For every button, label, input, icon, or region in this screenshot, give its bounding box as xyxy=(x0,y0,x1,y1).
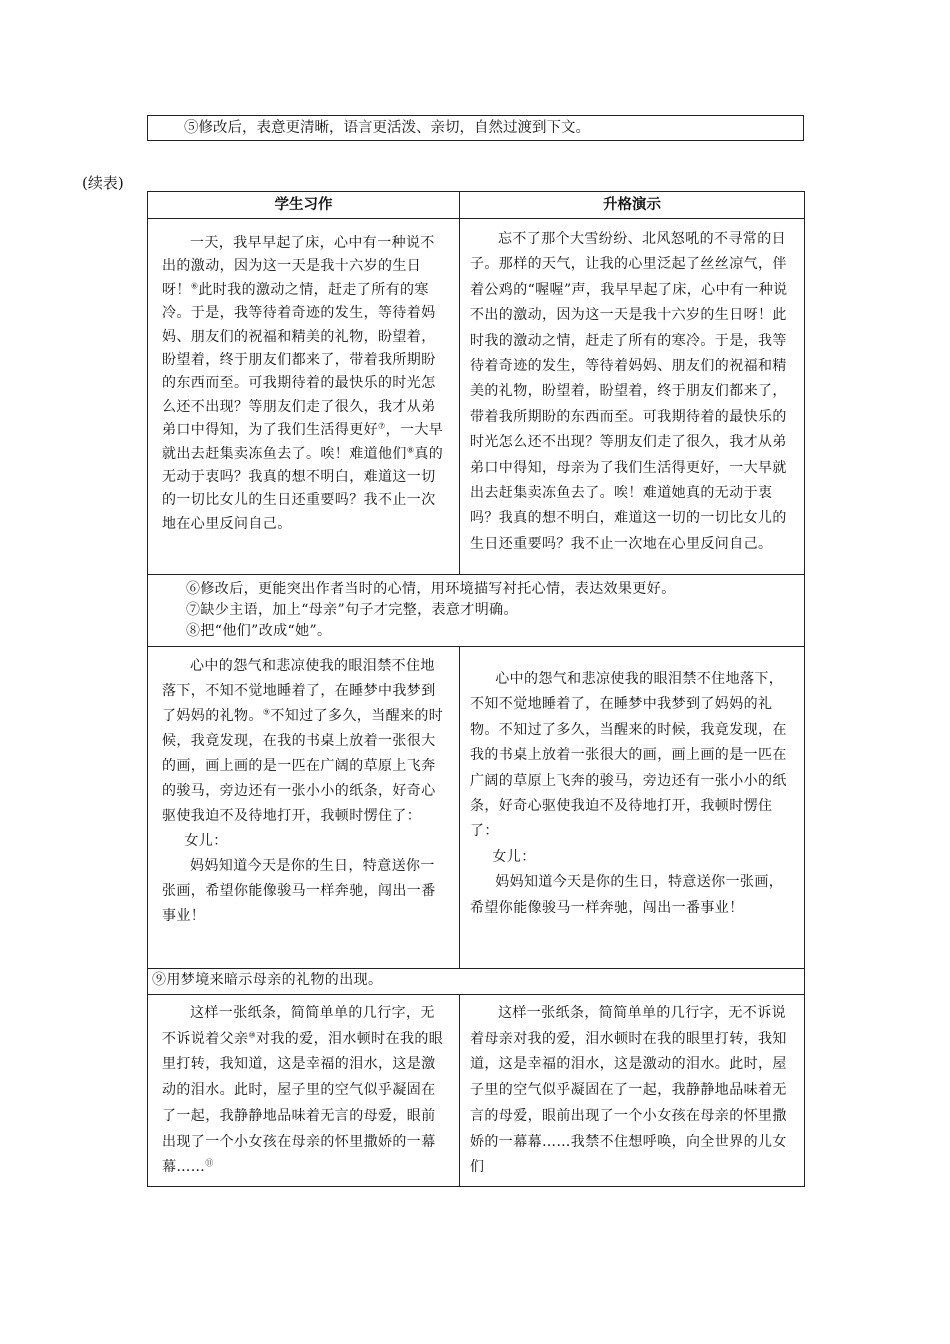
top-note-text: ⑤修改后，表意更清晰，语言更活泼、亲切，自然过渡到下文。 xyxy=(184,120,590,136)
letter-body: 妈妈知道今天是你的生日，特意送你一张画，希望你能像骏马一样奔驰，闯出一番事业！ xyxy=(162,858,436,924)
upgrade-paragraph: 这样一张纸条，简简单单的几行字，无不诉说着母亲对我的爱，泪水顿时在我的眼里打转，我知道，这是幸福的泪水，这是激动的泪水。此时，屋子里的空气似乎凝固在了一起，我静静地品味着无言的母爱，眼前出现了一个小女孩在母亲的怀里撒娇的一幕幕……我禁不住想呼唤，向全世界的儿女们 xyxy=(470,1005,787,1176)
header-student-essay: 学生习作 xyxy=(148,192,460,219)
student-essay-cell xyxy=(148,647,460,969)
footnote-marker: ⑨ xyxy=(262,707,271,717)
footnote-marker: ⑦ xyxy=(378,421,386,431)
header-row xyxy=(148,192,805,219)
letter-salutation: 女儿： xyxy=(184,833,228,849)
letter-salutation: 女儿： xyxy=(492,848,536,865)
table-row xyxy=(148,647,805,969)
header-upgrade-demo: 升格演示 xyxy=(460,192,805,219)
note-row xyxy=(148,969,805,995)
upgrade-paragraph: 心中的怨气和悲凉使我的眼泪禁不住地落下，不知不觉地睡着了，在睡梦中我梦到了妈妈的礼物。不知过了多久，当醒来的时候，我竟发现，在我的书桌上放着一张很大的画，画上画的是一匹在广阔的草原上飞奔的骏马，旁边还有一张小小的纸条，好奇心驱使我迫不及待地打开，我顿时愣住了： xyxy=(470,671,787,840)
upgrade-demo-cell xyxy=(460,995,805,1187)
footnote-marker: ⑩ xyxy=(248,1030,256,1040)
comparison-table xyxy=(147,191,805,1187)
note-7: ⑦缺少主语，加上“母亲”句子才完整，表意才明确。 xyxy=(186,602,518,618)
upgrade-paragraph: 忘不了那个大雪纷纷、北风怒吼的不寻常的日子。那样的天气，让我的心里泛起了丝丝凉气，伴着公鸡的“喔喔”声，我早早起了床，心中有一种说不出的激动，因为这一天是我十六岁的生日呀！此时我的激动之情，赶走了所有的寒冷。于是，我等待着奇迹的发生，等待着妈妈、朋友们的祝福和精美的礼物，盼望着，盼望着，终于朋友们都来了，带着我所期盼的东西而至。可我期待着的最快乐的时光怎么还不出现？等朋友们走了很久，我才从弟弟口中得知，母亲为了我们生活得更好，一大早就出去赶集卖冻鱼去了。唉！难道她真的无动于衷吗？我真的想不明白，难道这一切的一切比女儿的生日还重要吗？我不止一次地在心里反问自己。 xyxy=(470,231,788,552)
student-paragraph: 这样一张纸条，简简单单的几行字，无不诉说着父亲⑩对我的爱，泪水顿时在我的眼里打转，我知道，这是幸福的泪水，这是激动的泪水。此时，屋子里的空气似乎凝固在了一起，我静静地品味着无言的母爱，眼前出现了一个小女孩在母亲的怀里撒娇的一幕幕……⑪ xyxy=(162,1005,444,1176)
footnote-marker: ⑪ xyxy=(205,1158,214,1168)
continued-label: (续表) xyxy=(82,174,124,192)
note-6: ⑥修改后，更能突出作者当时的心情，用环境描写衬托心情，表达效果更好。 xyxy=(186,581,676,597)
upgrade-demo-cell xyxy=(460,647,805,969)
footnote-marker: ⑧ xyxy=(406,445,415,454)
student-essay-cell xyxy=(148,995,460,1187)
note-8: ⑧把“他们”改成“她”。 xyxy=(186,623,332,639)
upgrade-demo-cell xyxy=(460,219,805,575)
footnote-marker: ⑥ xyxy=(190,281,199,291)
student-paragraph: 一天，我早早起了床，心中有一种说不出的激动，因为这一天是我十六岁的生日呀！⑥此时我的激动之情，赶走了所有的寒冷。于是，我等待着奇迹的发生，等待着妈妈、朋友们的祝福和精美的礼物，盼望着，盼望着，终于朋友们都来了，带着我所期盼的东西而至。可我期待着的最快乐的时光怎么还不出现？等朋友们走了很久，我才从弟弟口中得知，为了我们生活得更好⑦，一大早就出去赶集卖冻鱼去了。唉！难道他们⑧真的无动于衷吗？我真的想不明白，难道这一切的一切比女儿的生日还重要吗？我不止一次地在心里反问自己。 xyxy=(162,235,444,532)
letter-body: 妈妈知道今天是你的生日，特意送你一张画，希望你能像骏马一样奔驰，闯出一番事业！ xyxy=(470,874,784,916)
top-note-box xyxy=(147,115,804,141)
notes-cell xyxy=(148,575,805,647)
student-paragraph: 心中的怨气和悲凉使我的眼泪禁不住地落下，不知不觉地睡着了，在睡梦中我梦到了妈妈的礼物。⑨不知过了多久，当醒来的时候，我竟发现，在我的书桌上放着一张很大的画，画上画的是一匹在广阔的草原上飞奔的骏马，旁边还有一张小小的纸条，好奇心驱使我迫不及待地打开，我顿时愣住了： xyxy=(162,658,444,824)
table-row xyxy=(148,219,805,575)
notes-row xyxy=(148,575,805,647)
student-essay-cell xyxy=(148,219,460,575)
table-row xyxy=(148,995,805,1187)
note-9: ⑨用梦境来暗示母亲的礼物的出现。 xyxy=(148,969,805,995)
